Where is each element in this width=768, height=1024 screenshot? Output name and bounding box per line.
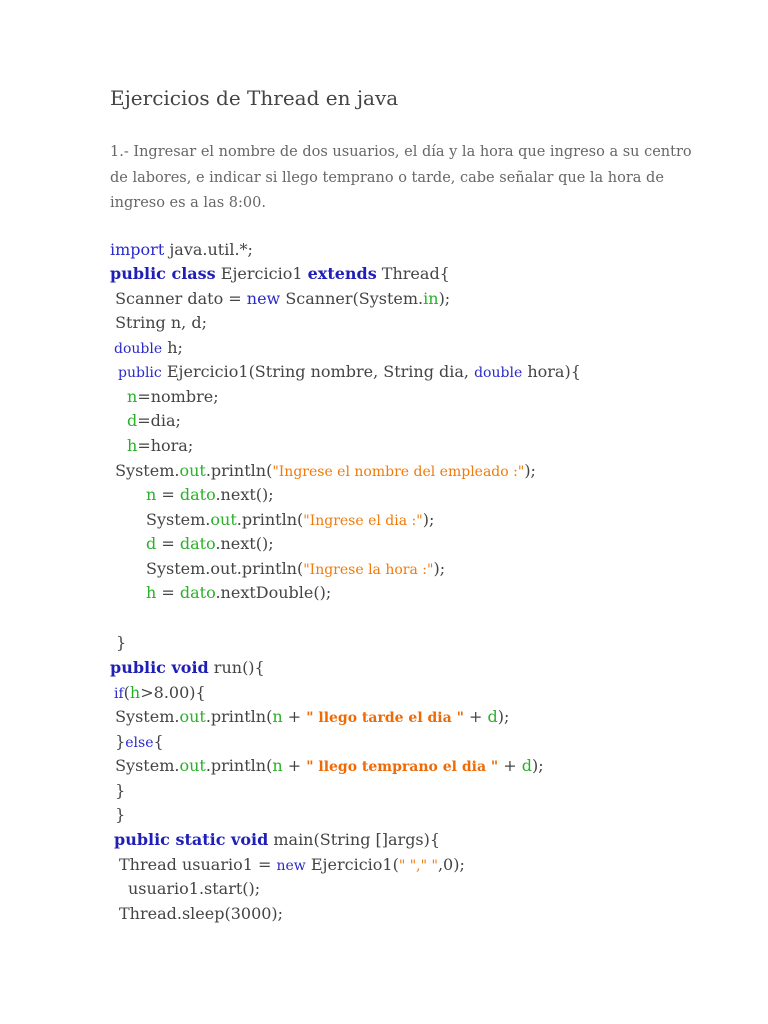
code-field: in (423, 289, 439, 308)
code-field: n (272, 707, 283, 726)
code-line-println-tarde (110, 705, 509, 729)
code-string: " llego tarde el dia " (306, 710, 464, 726)
code-text: { (153, 732, 164, 751)
code-line-import (110, 238, 253, 262)
code-text: = (156, 485, 180, 504)
code-text: ); (438, 289, 451, 308)
code-text: = (156, 583, 180, 602)
code-text: Ejercicio1 (215, 264, 308, 283)
code-keyword: new (276, 858, 306, 874)
code-keyword: if (114, 686, 124, 702)
code-text: .println( (205, 756, 273, 775)
code-keyword: double (474, 365, 523, 381)
code-text: ); (497, 707, 510, 726)
code-field: d (521, 756, 533, 775)
code-text: main(String []args){ (268, 830, 441, 849)
code-field: d (487, 707, 498, 726)
code-field: dato (179, 534, 216, 553)
code-text: usuario1.start(); (128, 879, 261, 898)
code-text: String n, d; (110, 313, 207, 332)
code-line-scanner (110, 287, 450, 311)
description-line: de labores, e indicar si llego temprano o tarde, cabe señalar que la hora de (110, 169, 664, 186)
code-field: h (127, 436, 138, 455)
code-line-run (110, 656, 265, 680)
code-line-sleep (119, 902, 283, 926)
code-text: Thread usuario1 = (119, 855, 277, 874)
code-keyword: public class (110, 264, 216, 283)
code-line-read-d (146, 532, 274, 556)
code-field: d (127, 411, 138, 430)
code-text: .println( (205, 707, 273, 726)
code-keyword: else (125, 735, 154, 751)
code-line-main (114, 828, 440, 852)
page-title: Ejercicios de Thread en java (110, 86, 399, 110)
code-line-close-if (110, 779, 125, 803)
code-line-assign-h (127, 434, 193, 458)
code-keyword: new (246, 289, 281, 308)
code-text: =nombre; (137, 387, 219, 406)
code-field: n (272, 756, 283, 775)
code-text: Scanner(System. (280, 289, 424, 308)
code-field: d (146, 534, 157, 553)
code-text: } (110, 781, 126, 800)
code-string: "Ingrese la hora :" (303, 562, 434, 578)
code-keyword: extends (307, 264, 377, 283)
code-field: h (129, 683, 141, 702)
code-text: >8.00){ (140, 683, 206, 702)
code-field: dato (179, 583, 216, 602)
code-keyword: public static void (114, 830, 269, 849)
code-text: ( (123, 683, 130, 702)
code-text: ); (532, 756, 544, 775)
code-text: .next(); (215, 485, 274, 504)
code-line-println-nombre (110, 459, 536, 483)
code-text: System. (110, 461, 180, 480)
code-field: out (179, 707, 206, 726)
code-text: ); (422, 510, 435, 529)
code-text: ,0); (437, 855, 465, 874)
code-text: .println( (205, 461, 273, 480)
code-text: =dia; (137, 411, 181, 430)
code-line-close-run (110, 803, 125, 827)
code-text: ); (433, 559, 446, 578)
code-string: "Ingrese el nombre del empleado :" (272, 464, 525, 480)
code-string: " llego temprano el dia " (306, 759, 499, 775)
code-line-read-n (146, 483, 274, 507)
code-text: Thread{ (376, 264, 450, 283)
code-string: "Ingrese el dia :" (303, 513, 423, 529)
code-keyword: public (118, 365, 162, 381)
code-keyword: double (114, 341, 163, 357)
code-text: Thread.sleep(3000); (119, 904, 284, 923)
code-field: out (179, 756, 206, 775)
code-text: h; (162, 338, 183, 357)
code-text: + (463, 707, 488, 726)
code-text: + (282, 756, 307, 775)
code-text: ); (524, 461, 536, 480)
code-line-constructor (118, 360, 581, 384)
code-text: java.util.*; (164, 240, 253, 259)
code-text: Ejercicio1(String nombre, String dia, (161, 362, 475, 381)
code-text: System. (110, 707, 180, 726)
code-string: " "," " (398, 858, 438, 874)
code-text: } (110, 732, 126, 751)
code-field: dato (179, 485, 216, 504)
code-text: System. (110, 756, 180, 775)
code-field: n (146, 485, 157, 504)
code-line-thread-new (119, 853, 465, 877)
code-text: .println( (236, 510, 304, 529)
code-text: System. (146, 510, 211, 529)
code-field: out (210, 510, 237, 529)
description-line: 1.- Ingresar el nombre de dos usuarios, el día y la hora que ingreso a su centro (110, 144, 692, 160)
code-line-println-dia (146, 508, 434, 532)
code-field: out (179, 461, 206, 480)
description-line: ingreso es a las 8:00. (110, 195, 266, 211)
code-field: n (127, 387, 138, 406)
code-line-double (114, 336, 183, 360)
code-line-println-temprano (110, 754, 544, 778)
code-keyword: public void (110, 658, 209, 677)
code-text: run(){ (208, 658, 265, 677)
code-line-if (114, 681, 206, 705)
code-line-assign-n (127, 385, 219, 409)
code-text: + (282, 707, 307, 726)
code-text: = (156, 534, 180, 553)
code-line-start (128, 877, 260, 901)
code-line-close-constructor (116, 631, 126, 655)
code-field: h (146, 583, 157, 602)
code-text: .nextDouble(); (215, 583, 332, 602)
code-text: } (116, 633, 127, 652)
code-text: Ejercicio1( (305, 855, 399, 874)
code-line-println-hora (146, 557, 445, 581)
code-text: hora){ (522, 362, 581, 381)
code-keyword: import (110, 240, 165, 259)
code-text: } (110, 805, 126, 824)
code-text: =hora; (137, 436, 194, 455)
code-line-strings (110, 311, 207, 335)
code-line-else (110, 730, 164, 754)
code-text: System.out.println( (146, 559, 304, 578)
code-line-assign-d (127, 409, 181, 433)
code-text: Scanner dato = (110, 289, 247, 308)
code-text: + (498, 756, 522, 775)
code-text: .next(); (215, 534, 274, 553)
code-line-class (110, 262, 450, 286)
code-line-read-h (146, 581, 331, 605)
